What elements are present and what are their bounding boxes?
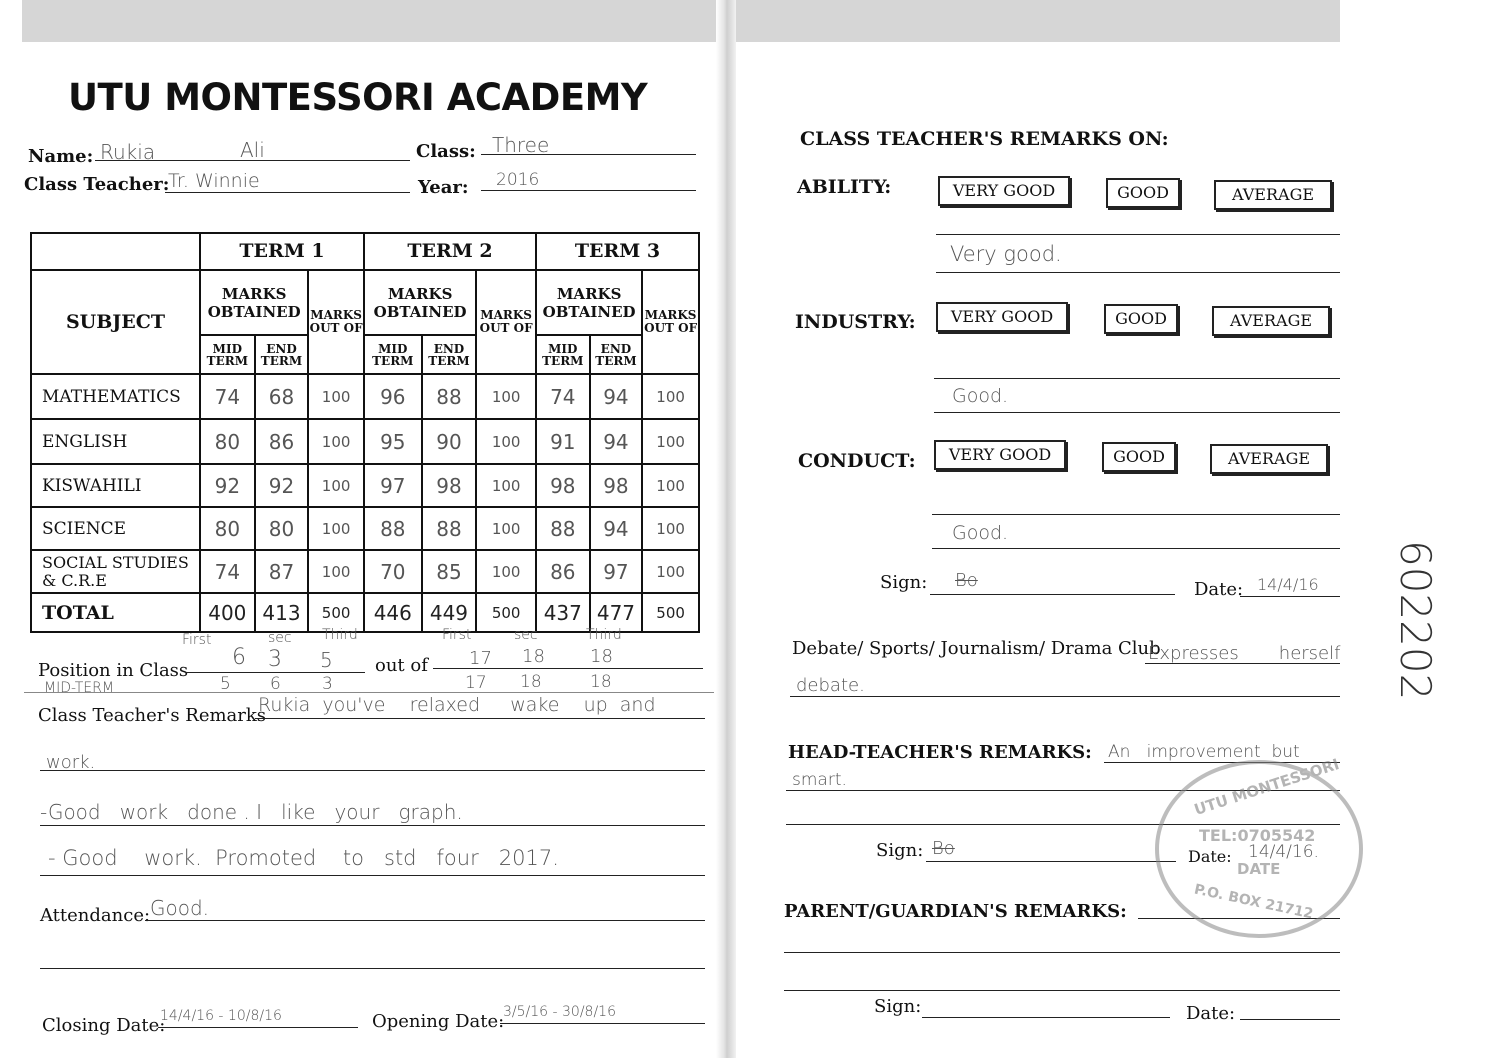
- out-first-label: First: [442, 627, 472, 643]
- mid-term-2: MID TERM: [364, 335, 422, 374]
- head-sign-label: Sign:: [876, 840, 924, 861]
- mark-cell: 449: [422, 593, 477, 632]
- remarks-text-1: Rukia you've relaxed wake up and: [258, 694, 656, 716]
- date-value: 14/4/16: [1257, 575, 1319, 594]
- subject-cell: SOCIAL STUDIES & C.R.E: [31, 550, 200, 593]
- teacher-label: Class Teacher:: [24, 174, 170, 195]
- parent-date-label: Date:: [1186, 1003, 1236, 1024]
- remarks-line-3: [40, 825, 705, 826]
- table-row: [31, 374, 699, 419]
- subject-cell: ENGLISH: [31, 419, 200, 464]
- position-label: Position in Class: [38, 660, 189, 681]
- mark-cell: 91: [536, 419, 590, 464]
- table-row: [31, 464, 699, 507]
- out-third-label: Third: [586, 627, 622, 643]
- class-value: Three: [492, 133, 550, 157]
- remarks-line-4: [40, 875, 705, 876]
- midterm-label: MID-TERM: [44, 680, 114, 696]
- mark-cell: 100: [642, 464, 699, 507]
- table-row: [31, 550, 699, 593]
- closing-line: [158, 1027, 358, 1028]
- attendance-label: Attendance:: [40, 905, 151, 926]
- pos-sec-label: sec: [268, 630, 292, 646]
- mark-cell: 95: [364, 419, 422, 464]
- marks-out-of-1: MARKS OUT OF: [308, 270, 364, 374]
- sign-line: [930, 594, 1175, 595]
- mark-cell: 90: [422, 419, 477, 464]
- table-row: [31, 419, 699, 464]
- mark-cell: 70: [364, 550, 422, 593]
- mark-cell: 92: [255, 464, 309, 507]
- out-mid-1: 17: [465, 673, 487, 693]
- remarks-text-2: work.: [46, 752, 96, 773]
- parent-line-2: [784, 952, 1340, 953]
- mark-cell: 100: [642, 374, 699, 419]
- out-end-2: 18: [522, 646, 545, 667]
- conduct-good-box: GOOD: [1102, 442, 1176, 472]
- position-underline: [24, 692, 714, 693]
- industry-very-good-box: VERY GOOD: [936, 302, 1068, 332]
- mark-cell: 477: [590, 593, 643, 632]
- mark-cell: 80: [200, 419, 255, 464]
- parent-label: PARENT/GUARDIAN'S REMARKS:: [784, 901, 1127, 922]
- opening-line: [500, 1023, 705, 1024]
- out-end-1: 17: [469, 648, 492, 669]
- term3-header: TERM 3: [536, 233, 699, 270]
- mark-cell: 80: [255, 507, 309, 550]
- club-label: Debate/ Sports/ Journalism/ Drama Club: [792, 638, 1161, 659]
- teacher-value: Tr. Winnie: [168, 170, 260, 192]
- sign-label: Sign:: [880, 572, 928, 593]
- conduct-very-good-box: VERY GOOD: [934, 440, 1066, 470]
- mark-cell: 92: [200, 464, 255, 507]
- mark-cell: 98: [536, 464, 590, 507]
- marks-out-of-3: MARKS OUT OF: [642, 270, 699, 374]
- head-value-1: An improvement but: [1108, 742, 1300, 762]
- mark-cell: 446: [364, 593, 422, 632]
- industry-label: INDUSTRY:: [795, 311, 916, 333]
- mark-cell: 400: [200, 593, 255, 632]
- mark-cell: 100: [476, 419, 536, 464]
- remarks-line-1: [255, 718, 705, 719]
- teacher-line: [165, 192, 410, 193]
- term2-header: TERM 2: [364, 233, 536, 270]
- mark-cell: 68: [255, 374, 309, 419]
- head-sign-value: Bo: [932, 838, 955, 859]
- mark-cell: 100: [308, 419, 364, 464]
- mark-cell: 100: [308, 550, 364, 593]
- remarks-line-2: [40, 770, 705, 771]
- club-value-2: debate.: [796, 675, 865, 696]
- mark-cell: 88: [536, 507, 590, 550]
- mark-cell: 100: [308, 374, 364, 419]
- mark-cell: 74: [536, 374, 590, 419]
- mark-cell: 88: [364, 507, 422, 550]
- stamp-tel: TEL:0705542: [1199, 826, 1316, 845]
- industry-line-2: [934, 412, 1340, 413]
- mid-term-3: MID TERM: [536, 335, 590, 374]
- position-line: [185, 672, 365, 673]
- mark-cell: 86: [255, 419, 309, 464]
- mark-cell: 100: [476, 550, 536, 593]
- mark-cell: 87: [255, 550, 309, 593]
- pos-first-label: First: [182, 632, 212, 648]
- out-sec-label: sec: [514, 627, 538, 643]
- mark-cell: 437: [536, 593, 590, 632]
- corner-cell: [31, 233, 200, 270]
- date-line: [1240, 596, 1340, 597]
- right-header: CLASS TEACHER'S REMARKS ON:: [800, 128, 1169, 150]
- conduct-line-2: [932, 548, 1340, 549]
- date-label: Date:: [1194, 579, 1244, 600]
- mark-cell: 100: [642, 507, 699, 550]
- head-line-1: [1104, 762, 1340, 763]
- parent-line-3: [784, 990, 1340, 991]
- pos-mid-1: 5: [220, 674, 231, 694]
- mark-cell: 100: [476, 507, 536, 550]
- remarks-text-4: - Good work. Promoted to std four 2017.: [48, 846, 559, 870]
- ability-line-1: [936, 234, 1340, 235]
- out-end-3: 18: [590, 646, 613, 667]
- ability-very-good-box: VERY GOOD: [938, 176, 1070, 206]
- industry-good-box: GOOD: [1104, 304, 1178, 334]
- mark-cell: 100: [642, 550, 699, 593]
- sign-value: Bo: [955, 570, 978, 591]
- mark-cell: 100: [642, 419, 699, 464]
- side-number: 602202: [1391, 540, 1440, 701]
- out-of-label: out of: [375, 655, 428, 676]
- mark-cell: 94: [590, 374, 643, 419]
- conduct-line-1: [932, 514, 1340, 515]
- head-date-label: Date:: [1188, 847, 1232, 866]
- marks-obtained-3: MARKS OBTAINED: [536, 270, 642, 335]
- opening-value: 3/5/16 - 30/8/16: [503, 1004, 616, 1020]
- mark-cell: 96: [364, 374, 422, 419]
- mark-cell: 98: [590, 464, 643, 507]
- parent-sign-line: [922, 1017, 1170, 1018]
- mark-cell: 500: [642, 593, 699, 632]
- ability-good-box: GOOD: [1106, 178, 1180, 208]
- name-last: Ali: [240, 138, 265, 162]
- attendance-line: [145, 920, 705, 921]
- term1-header: TERM 1: [200, 233, 364, 270]
- mark-cell: 100: [476, 374, 536, 419]
- name-first: Rukia: [100, 140, 156, 164]
- parent-date-line: [1240, 1019, 1340, 1020]
- mid-term-1: MID TERM: [200, 335, 255, 374]
- stamp-box: P.O. BOX 21712: [1192, 881, 1315, 923]
- conduct-value: Good.: [952, 522, 1009, 544]
- club-value-1: Expresses herself: [1148, 643, 1341, 664]
- year-line: [481, 190, 696, 191]
- mark-cell: 100: [308, 507, 364, 550]
- year-value: 2016: [496, 170, 540, 190]
- mark-cell: 94: [590, 419, 643, 464]
- end-term-2: END TERM: [422, 335, 477, 374]
- mark-cell: 74: [200, 550, 255, 593]
- mark-cell: 100: [476, 464, 536, 507]
- pos-mid-3: 3: [322, 674, 333, 694]
- subject-cell: TOTAL: [31, 593, 200, 632]
- ability-label: ABILITY:: [797, 176, 892, 198]
- pos-mid-2: 6: [270, 674, 281, 694]
- mark-cell: 97: [590, 550, 643, 593]
- closing-label: Closing Date:: [42, 1015, 166, 1036]
- conduct-label: CONDUCT:: [798, 450, 916, 472]
- name-label: Name:: [28, 146, 94, 167]
- subject-header: SUBJECT: [31, 270, 200, 374]
- school-title: UTU MONTESSORI ACADEMY: [68, 76, 648, 119]
- ability-average-box: AVERAGE: [1214, 180, 1332, 210]
- ability-line-2: [936, 272, 1340, 273]
- mark-cell: 94: [590, 507, 643, 550]
- page-fold: [716, 0, 736, 1058]
- head-date-value: 14/4/16.: [1248, 842, 1319, 862]
- industry-average-box: AVERAGE: [1212, 306, 1330, 336]
- parent-sign-label: Sign:: [874, 996, 922, 1017]
- mark-cell: 80: [200, 507, 255, 550]
- mark-cell: 97: [364, 464, 422, 507]
- class-label: Class:: [416, 141, 476, 162]
- marks-obtained-2: MARKS OBTAINED: [364, 270, 476, 335]
- year-label: Year:: [418, 177, 469, 198]
- opening-label: Opening Date:: [372, 1011, 505, 1032]
- end-term-1: END TERM: [255, 335, 309, 374]
- pos-end-2: 3: [268, 647, 282, 672]
- out-mid-3: 18: [590, 672, 612, 692]
- mark-cell: 85: [422, 550, 477, 593]
- club-line-2: [790, 696, 1340, 697]
- closing-value: 14/4/16 - 10/8/16: [160, 1008, 282, 1024]
- end-term-3: END TERM: [590, 335, 643, 374]
- pos-end-1: 6: [232, 645, 246, 670]
- mark-cell: 500: [308, 593, 364, 632]
- marks-obtained-1: MARKS OBTAINED: [200, 270, 308, 335]
- conduct-average-box: AVERAGE: [1210, 444, 1328, 474]
- mark-cell: 74: [200, 374, 255, 419]
- stamp-date: DATE: [1237, 860, 1281, 878]
- pos-end-3: 5: [320, 648, 333, 672]
- attendance-value: Good.: [150, 896, 210, 920]
- industry-value: Good.: [952, 385, 1009, 407]
- pos-third-label: Third: [322, 627, 358, 643]
- head-teacher-label: HEAD-TEACHER'S REMARKS:: [788, 742, 1092, 763]
- mark-cell: 500: [476, 593, 536, 632]
- head-sign-line: [926, 861, 1176, 862]
- mark-cell: 413: [255, 593, 309, 632]
- remarks-text-3: -Good work done . I like your graph.: [40, 800, 463, 824]
- head-value-2: smart.: [792, 770, 847, 790]
- subject-cell: SCIENCE: [31, 507, 200, 550]
- attendance-line-2: [40, 968, 705, 969]
- mark-cell: 100: [308, 464, 364, 507]
- stamp-name: UTU MONTESSORI: [1191, 755, 1342, 819]
- table-row: [31, 507, 699, 550]
- mark-cell: 88: [422, 374, 477, 419]
- mark-cell: 88: [422, 507, 477, 550]
- mark-cell: 86: [536, 550, 590, 593]
- marks-table: [30, 232, 700, 633]
- marks-out-of-2: MARKS OUT OF: [476, 270, 536, 374]
- mark-cell: 98: [422, 464, 477, 507]
- out-mid-2: 18: [520, 672, 542, 692]
- ability-value: Very good.: [950, 242, 1062, 266]
- industry-line-1: [934, 378, 1340, 379]
- school-stamp: [1155, 755, 1363, 938]
- scan-top-border: [22, 0, 1340, 42]
- remarks-label: Class Teacher's Remarks: [38, 705, 267, 726]
- subject-cell: MATHEMATICS: [31, 374, 200, 419]
- subject-cell: KISWAHILI: [31, 464, 200, 507]
